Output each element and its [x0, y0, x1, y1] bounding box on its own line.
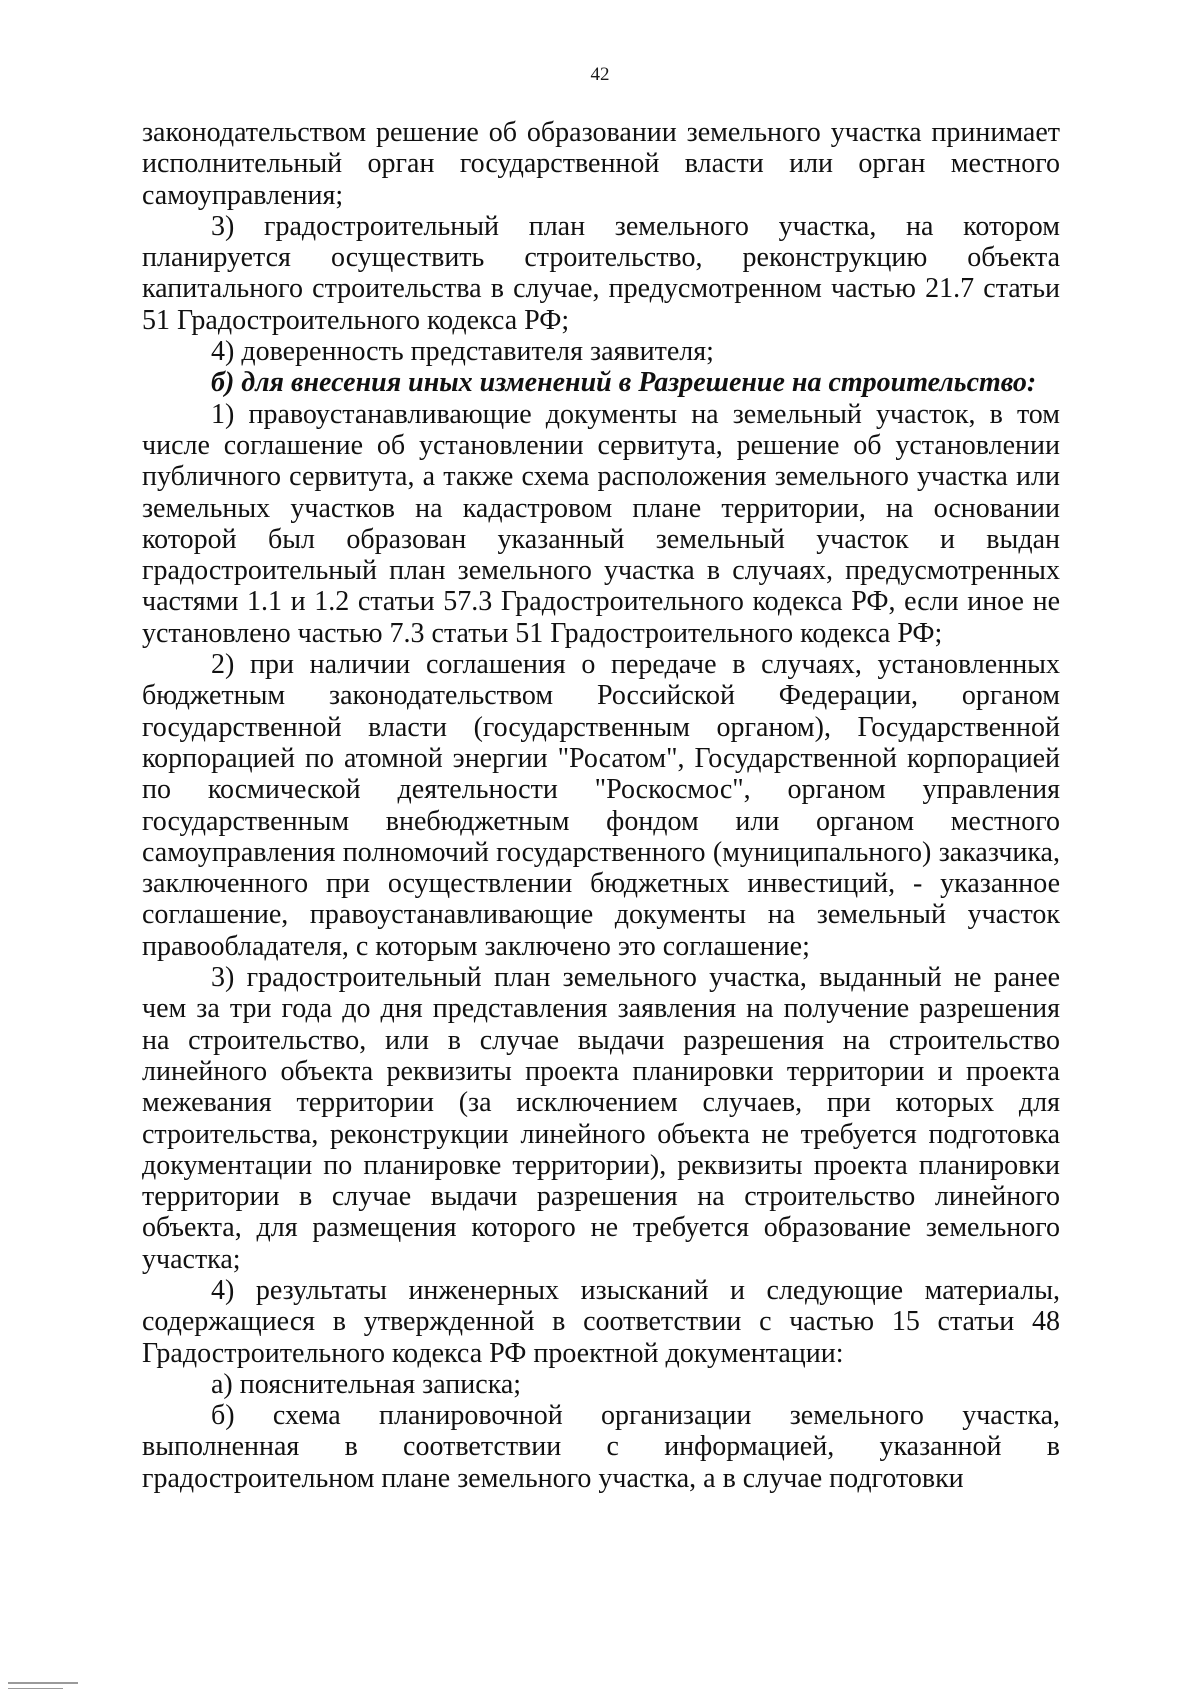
page-number: 42: [590, 64, 610, 85]
paragraph-b-item-3: 3) градостроительный план земельного участка, выданный не ранее чем за три года до дня представления заявления на получение разрешения на строительство, или в случае выдачи разрешения на строительство линейного объекта реквизиты проекта планировки территории и проекта межевания территории (за исключением случаев, при которых для строительства, реконструкции линейного объекта не требуется подготовка документации по планировке территории), реквизиты проекта планировки территории в случае выдачи разрешения на строительство линейного объекта, для размещения которого не требуется образование земельного участка;: [142, 962, 1060, 1275]
scan-edge-mark: [8, 1688, 63, 1689]
paragraph-continuation: законодательством решение об образовании земельного участка принимает исполнительный орган государственной власти или орган местного самоуправления;: [142, 117, 1060, 211]
paragraph-b-item-2: 2) при наличии соглашения о передаче в случаях, установленных бюджетным законодательством Российской Федерации, органом государственной власти (государственным органом), Государственной корпорацией по атомной энергии "Росатом", Государственной корпорацией по космической деятельности "Роскосмос", органом управления государственным внебюджетным фондом или органом местного самоуправления полномочий государственного (муниципального) заказчика, заключенного при осуществлении бюджетных инвестиций, - указанное соглашение, правоустанавливающие документы на земельный участок правообладателя, с которым заключено это соглашение;: [142, 649, 1060, 962]
section-heading-b: б) для внесения иных изменений в Разрешение на строительство:: [211, 367, 1037, 399]
paragraph-subitem-a: а) пояснительная записка;: [211, 1368, 522, 1400]
paragraph-item-4-power-of-attorney: 4) доверенность представителя заявителя;: [211, 336, 714, 368]
paragraph-subitem-b: б) схема планировочной организации земельного участка, выполненная в соответствии с информацией, указанной в градостроительном плане земельного участка, а в случае подготовки: [142, 1400, 1060, 1494]
scan-edge-mark: [8, 1682, 78, 1684]
document-body: [142, 117, 1060, 1494]
paragraph-b-item-1: 1) правоустанавливающие документы на земельный участок, в том числе соглашение об установлении сервитута, решение об установлении публичного сервитута, а также схема расположения земельного участка или земельных участков на кадастровом плане территории, на основании которой был образован указанный земельный участок и выдан градостроительный план земельного участка в случаях, предусмотренных частями 1.1 и 1.2 статьи 57.3 Градостроительного кодекса РФ, если иное не установлено частью 7.3 статьи 51 Градостроительного кодекса РФ;: [142, 398, 1060, 649]
paragraph-b-item-4: 4) результаты инженерных изысканий и следующие материалы, содержащиеся в утвержденной в соответствии с частью 15 статьи 48 Градостроительного кодекса РФ проектной документации:: [142, 1274, 1060, 1369]
paragraph-item-3-urban-plan: 3) градостроительный план земельного участка, на котором планируется осуществить строительство, реконструкцию объекта капитального строительства в случае, предусмотренном частью 21.7 статьи 51 Градостроительного кодекса РФ;: [142, 210, 1060, 336]
